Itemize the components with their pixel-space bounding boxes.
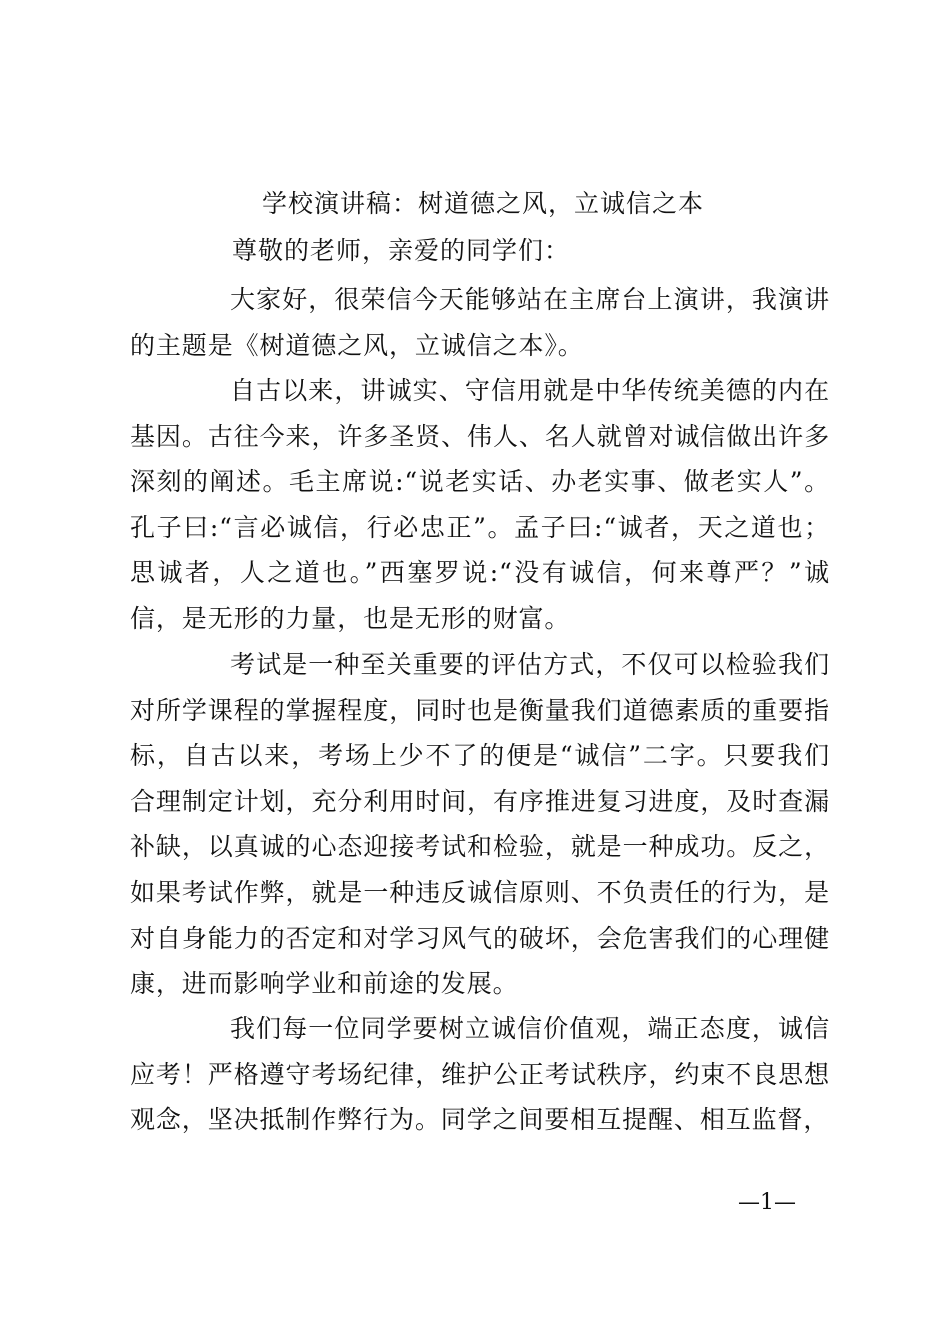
paragraph-integrity-tradition: 自古以来，讲诚实、守信用就是中华传统美德的内在基因。古往今来，许多圣贤、伟人、名人就曾对诚信做出许多深刻的阐述。毛主席说:“说老实话、办老实事、做老实人”。孔子曰:“言必诚信，行必忠正”。孟子曰:“诚者，天之道也；思诚者，人之道也。”西塞罗说:“没有诚信，何来尊严？”诚信，是无形的力量，也是无形的财富。 <box>130 376 830 633</box>
salutation: 尊敬的老师，亲爱的同学们： <box>232 236 571 265</box>
document-title: 学校演讲稿：树道德之风，立诚信之本 <box>262 189 705 218</box>
paragraph-intro: 大家好，很荣信今天能够站在主席台上演讲，我演讲的主题是《树道德之风，立诚信之本》。 <box>130 285 830 360</box>
page-number: —1— <box>738 1190 796 1215</box>
paragraph-exam-integrity: 考试是一种至关重要的评估方式，不仅可以检验我们对所学课程的掌握程度，同时也是衡量我们道德素质的重要指标，自古以来，考场上少不了的便是“诚信”二字。只要我们合理制定计划，充分利用时间，有序推进复习进度，及时查漏补缺，以真诚的心态迎接考试和检验，就是一种成功。反之，如果考试作弊，就是一种违反诚信原则、不负责任的行为，是对自身能力的否定和对学习风气的破坏，会危害我们的心理健康，进而影响学业和前途的发展。 <box>130 650 830 999</box>
paragraph-call-to-action: 我们每一位同学要树立诚信价值观，端正态度，诚信应考！严格遵守考场纪律，维护公正考试秩序，约束不良思想观念，坚决抵制作弊行为。同学之间要相互提醒、相互监督， <box>130 1014 830 1135</box>
